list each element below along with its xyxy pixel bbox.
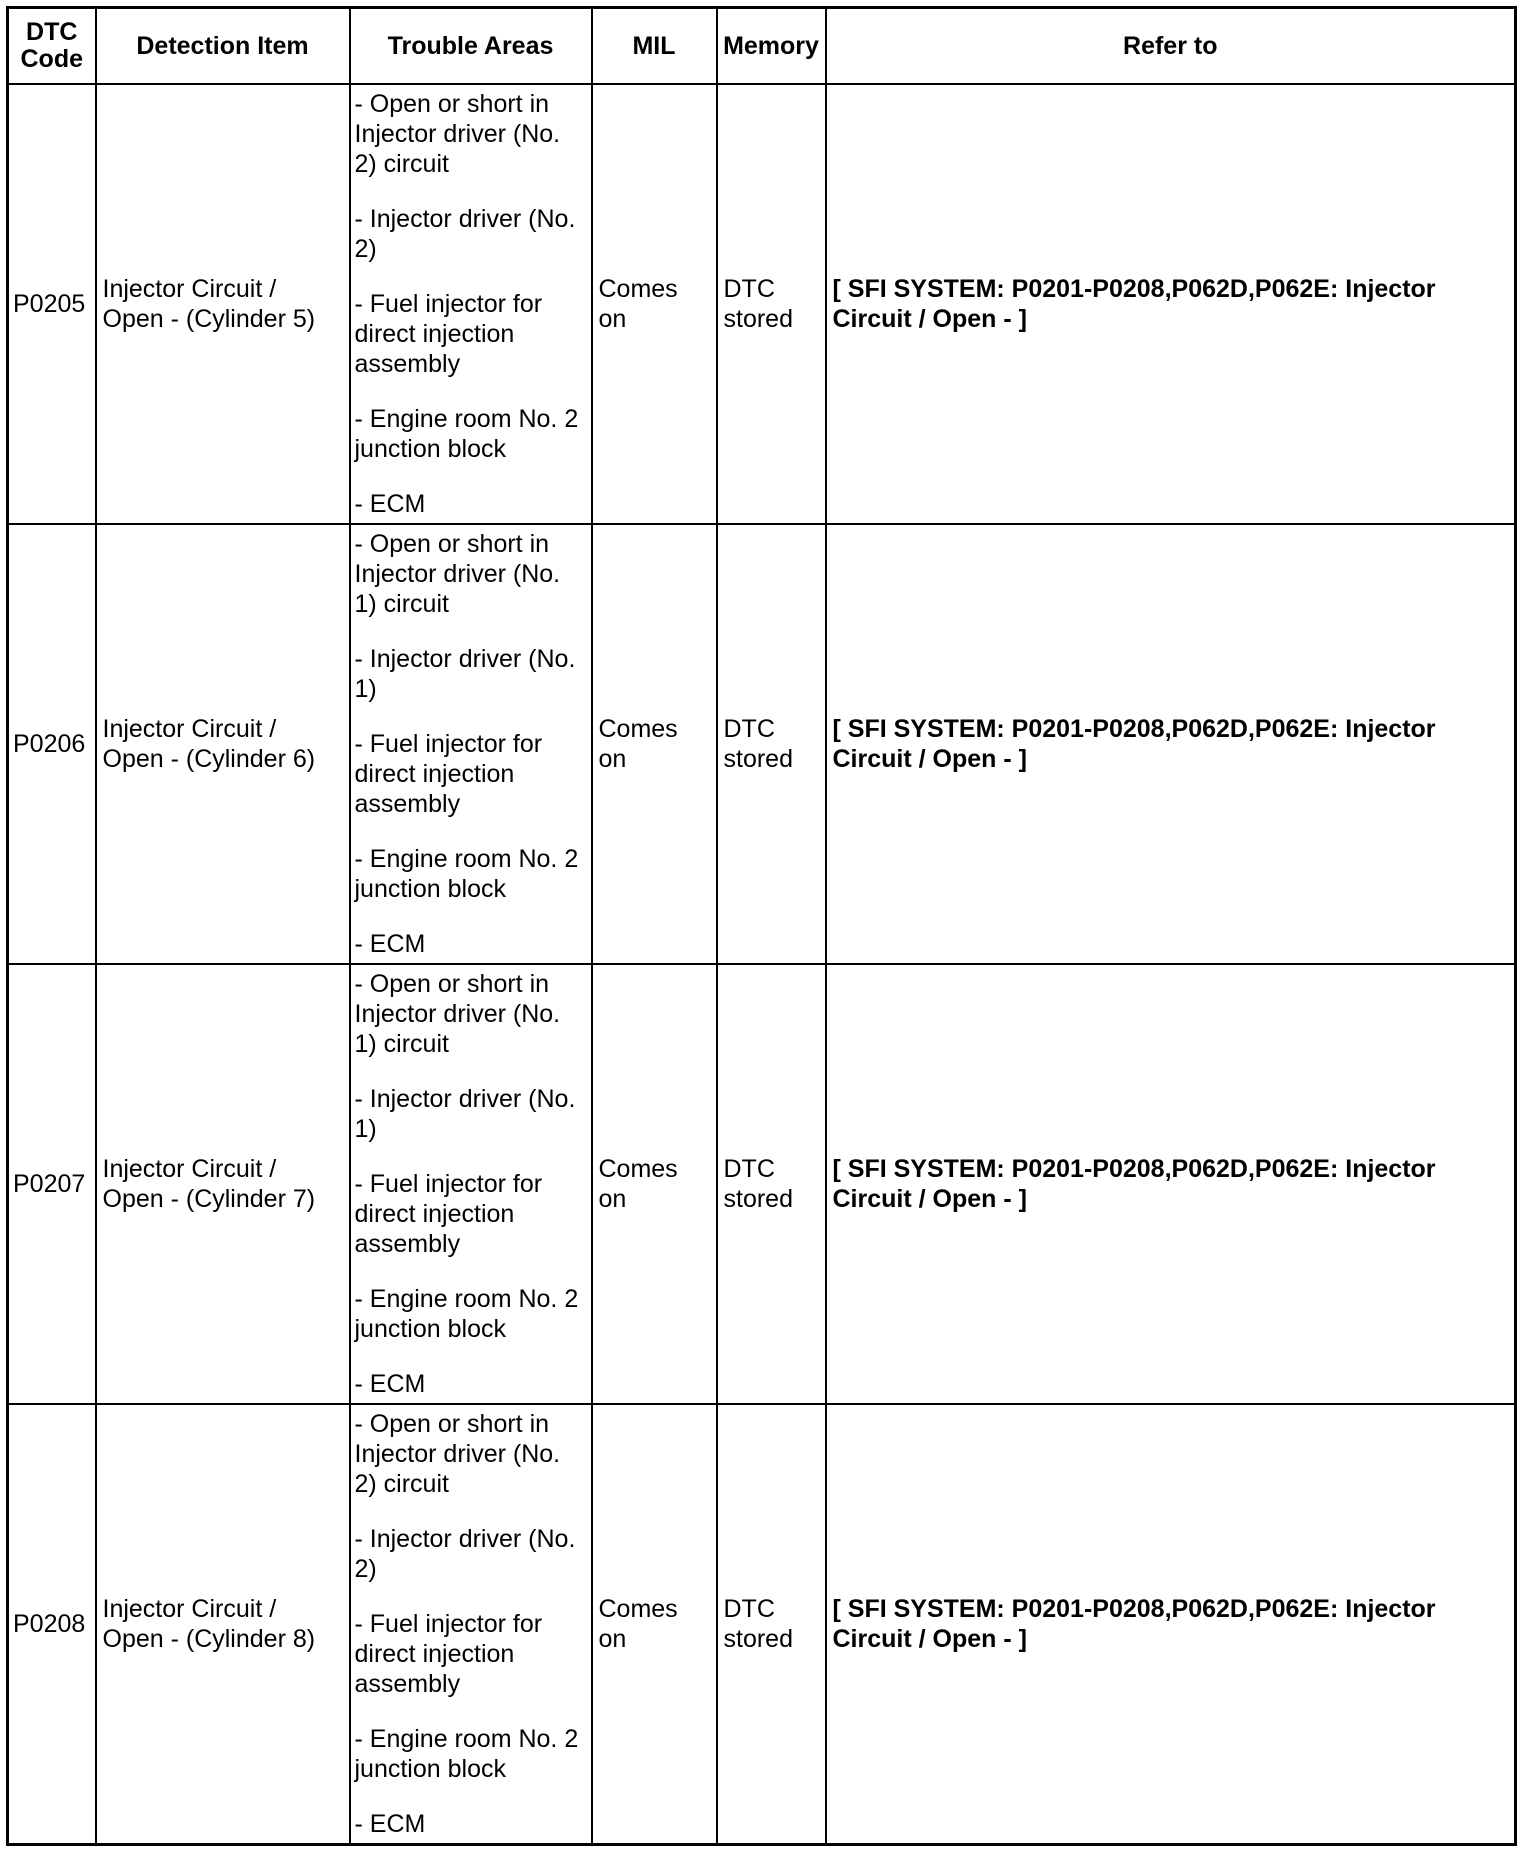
table-row	[8, 524, 1516, 964]
mil-cell: Comes on	[592, 84, 717, 524]
dtc-code-cell: P0205	[8, 84, 96, 524]
dtc-code-cell: P0208	[8, 1404, 96, 1845]
dtc-code-cell: P0206	[8, 524, 96, 964]
memory-cell: DTC stored	[717, 84, 826, 524]
memory-cell: DTC stored	[717, 1404, 826, 1845]
refer-to-link: [ SFI SYSTEM: P0201-P0208,P062D,P062E: Injector Circuit / Open - ]	[826, 84, 1516, 524]
header-trouble-areas: Trouble Areas	[350, 8, 592, 85]
trouble-area-item: - ECM	[354, 490, 426, 518]
trouble-area-item: - ECM	[354, 1370, 426, 1398]
mil-cell: Comes on	[592, 524, 717, 964]
detection-item-cell: Injector Circuit / Open - (Cylinder 8)	[96, 1404, 350, 1845]
trouble-areas-cell	[350, 84, 592, 524]
refer-to-link: [ SFI SYSTEM: P0201-P0208,P062D,P062E: Injector Circuit / Open - ]	[826, 1404, 1516, 1845]
dtc-table	[6, 6, 1517, 1846]
memory-cell: DTC stored	[717, 964, 826, 1404]
trouble-area-item: - Engine room No. 2 junction block	[354, 845, 579, 903]
trouble-area-item: - Engine room No. 2 junction block	[354, 1285, 579, 1343]
header-dtc-code: DTC Code	[8, 8, 96, 85]
table-row	[8, 1404, 1516, 1845]
trouble-area-item: - Engine room No. 2 junction block	[354, 1725, 579, 1783]
trouble-area-item: - Engine room No. 2 junction block	[354, 405, 579, 463]
trouble-area-item: - Open or short in Injector driver (No. 2) circuit	[354, 90, 561, 178]
trouble-areas-cell	[350, 964, 592, 1404]
trouble-area-item: - Injector driver (No. 1)	[354, 1085, 576, 1143]
trouble-area-item: - Injector driver (No. 2)	[354, 205, 576, 263]
trouble-area-item: - Fuel injector for direct injection assembly	[354, 730, 543, 818]
trouble-area-item: - Injector driver (No. 1)	[354, 645, 576, 703]
trouble-area-item: - Fuel injector for direct injection assembly	[354, 1170, 543, 1258]
trouble-areas-list	[355, 969, 587, 1399]
detection-item-cell: Injector Circuit / Open - (Cylinder 5)	[96, 84, 350, 524]
detection-item-cell: Injector Circuit / Open - (Cylinder 7)	[96, 964, 350, 1404]
detection-item-cell: Injector Circuit / Open - (Cylinder 6)	[96, 524, 350, 964]
mil-cell: Comes on	[592, 964, 717, 1404]
trouble-areas-list	[355, 529, 587, 959]
header-mil: MIL	[592, 8, 717, 85]
trouble-areas-list	[355, 1409, 587, 1839]
header-detection-item: Detection Item	[96, 8, 350, 85]
trouble-areas-cell	[350, 524, 592, 964]
trouble-area-item: - Open or short in Injector driver (No. 1) circuit	[354, 970, 561, 1058]
trouble-area-item: - Injector driver (No. 2)	[354, 1525, 576, 1583]
refer-to-link: [ SFI SYSTEM: P0201-P0208,P062D,P062E: Injector Circuit / Open - ]	[826, 964, 1516, 1404]
table-row	[8, 964, 1516, 1404]
table-body	[8, 84, 1516, 1845]
trouble-areas-list	[355, 89, 587, 519]
trouble-area-item: - Fuel injector for direct injection assembly	[354, 1610, 543, 1698]
table-header	[8, 8, 1516, 85]
header-refer-to: Refer to	[826, 8, 1516, 85]
dtc-code-cell: P0207	[8, 964, 96, 1404]
header-memory: Memory	[717, 8, 826, 85]
trouble-area-item: - Fuel injector for direct injection assembly	[354, 290, 543, 378]
refer-to-link: [ SFI SYSTEM: P0201-P0208,P062D,P062E: Injector Circuit / Open - ]	[826, 524, 1516, 964]
trouble-area-item: - Open or short in Injector driver (No. 1) circuit	[354, 530, 561, 618]
header-row	[8, 8, 1516, 85]
trouble-area-item: - ECM	[354, 1810, 426, 1838]
table-row	[8, 84, 1516, 524]
trouble-area-item: - Open or short in Injector driver (No. 2) circuit	[354, 1410, 561, 1498]
memory-cell: DTC stored	[717, 524, 826, 964]
trouble-areas-cell	[350, 1404, 592, 1845]
mil-cell: Comes on	[592, 1404, 717, 1845]
trouble-area-item: - ECM	[354, 930, 426, 958]
